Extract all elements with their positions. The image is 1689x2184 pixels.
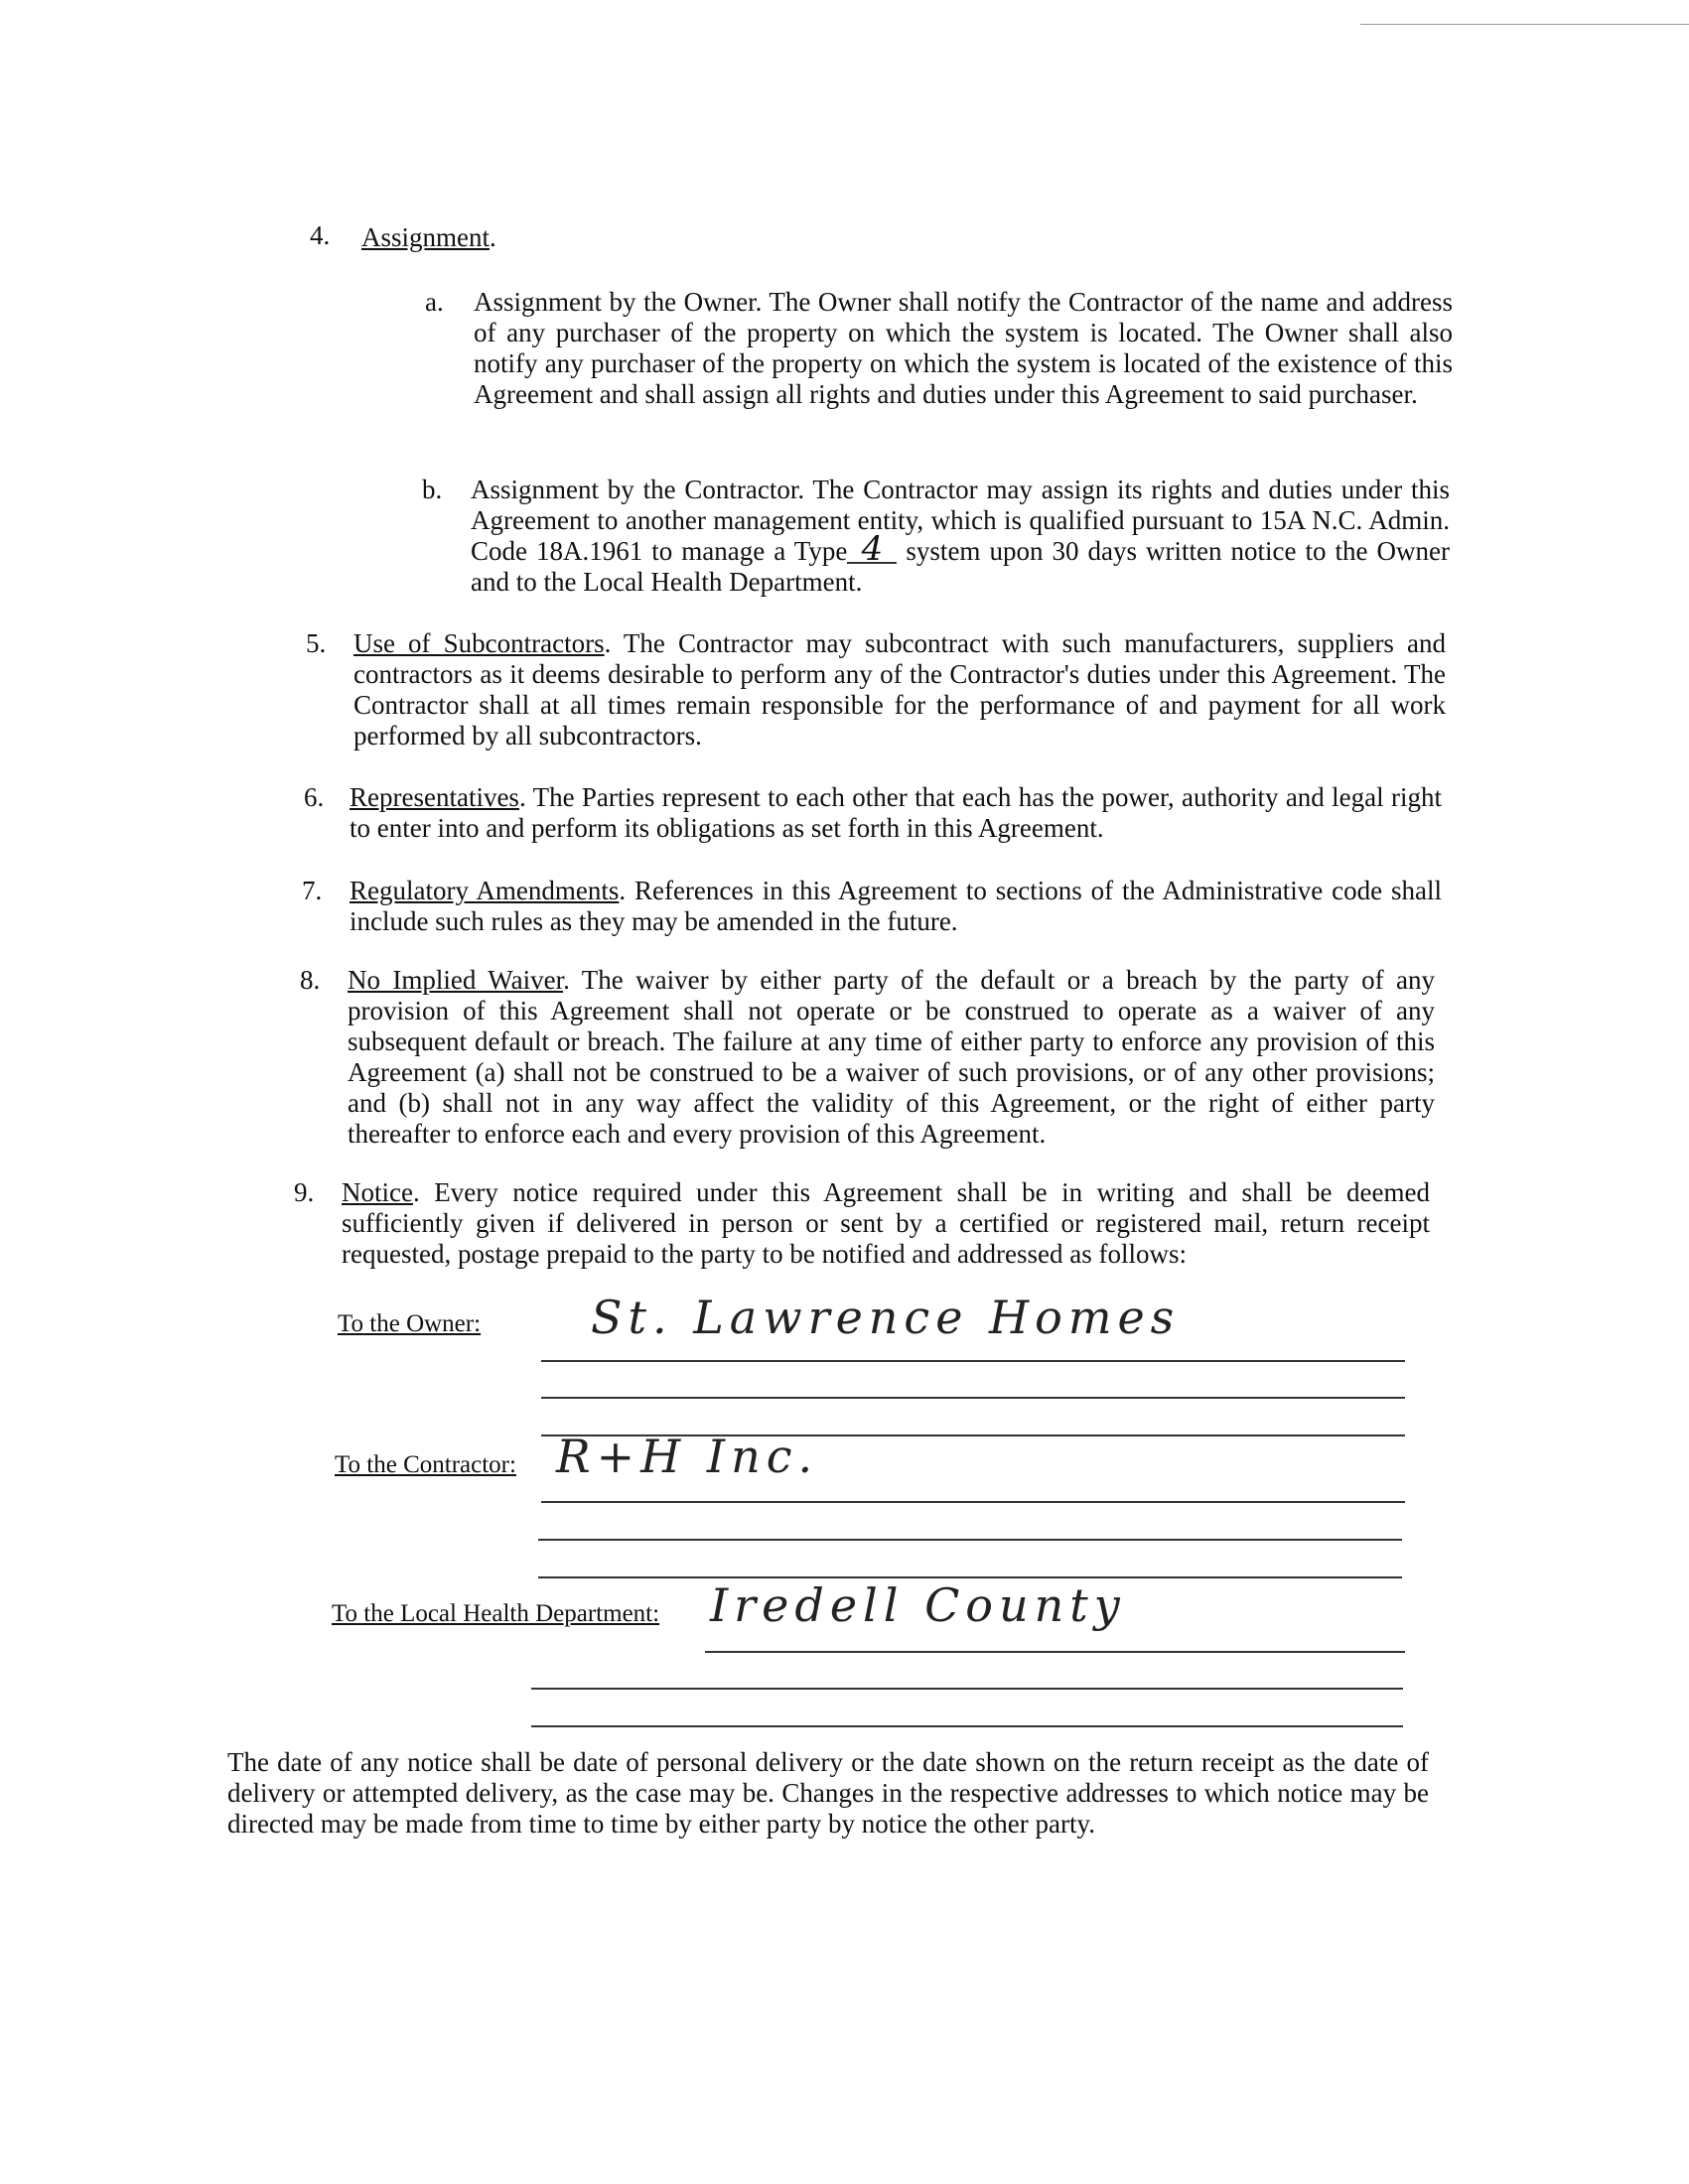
section-text: Representatives. The Parties represent to each other that each has the power, authority and legal right to enter into and perform its obligations as set forth in this Agreement. [350,782,1442,843]
subsection-b-text: Assignment by the Contractor. The Contractor may assign its rights and duties under this Agreement to another management entity, which is qualified pursuant to 15A N.C. Admin. Code 18A.1961 to manage a Type 4 system upon 30 days written notice to the Owner and to the Local Health Department. [471,475,1450,597]
address-line [541,1397,1405,1399]
section-number: 9. [294,1177,315,1207]
subsection-letter: b. [422,475,443,504]
contractor-label: To the Contractor: [335,1451,516,1478]
section-text: Notice. Every notice required under this Agreement shall be in writing and shall be deemed sufficiently given if delivered in person or sent by a certified or registered mail, return receipt requested, postage prepaid to the party to be notified and addressed as follows: [342,1177,1430,1269]
address-line [705,1651,1405,1653]
type-field-handwritten: 4 [847,536,897,564]
section-number: 8. [300,965,321,995]
address-line [531,1725,1403,1727]
address-line [538,1539,1402,1541]
address-line [541,1360,1405,1362]
closing-paragraph: The date of any notice shall be date of personal delivery or the date shown on the return receipt as the date of delivery or attempted delivery, as the case may be. Changes in the respective addresses to which notice may be directed may be made from time to time by either party by notice the other party. [227,1747,1429,1839]
address-line [531,1688,1403,1690]
section-number: 4. [310,220,331,250]
section-title: Assignment. [361,222,496,252]
health-dept-label: To the Local Health Department: [332,1600,660,1627]
section-text: Regulatory Amendments. References in this Agreement to sections of the Administrative code shall include such rules as they may be amended in the future. [350,876,1442,936]
subsection-a-text: Assignment by the Owner. The Owner shall notify the Contractor of the name and address of any purchaser of the property on which the system is located. The Owner shall also notify any purchaser of the property on which the system is located of the existence of this Agreement and shall assign all rights and duties under this Agreement to said purchaser. [474,287,1453,409]
owner-label: To the Owner: [338,1310,482,1337]
owner-handwritten: St. Lawrence Homes [591,1291,1181,1344]
health-dept-handwritten: Iredell County [710,1578,1126,1632]
section-number: 5. [306,628,327,658]
subsection-letter: a. [425,287,444,317]
contractor-handwritten: R+H Inc. [556,1430,819,1483]
section-number: 7. [302,876,323,905]
section-number: 6. [304,782,325,812]
scan-edge-line [1360,24,1689,25]
section-text: No Implied Waiver. The waiver by either party of the default or a breach by the party of any provision of this Agreement shall not operate or be construed to operate as a waiver of any subsequent default or breach. The failure at any time of either party to enforce any provision of this Agreement (a) shall not be construed to be a waiver of such provisions, or of any other provisions; and (b) shall not in any way affect the validity of this Agreement, or the right of either party thereafter to enforce each and every provision of this Agreement. [348,965,1435,1149]
section-text: Use of Subcontractors. The Contractor may subcontract with such manufacturers, suppliers and contractors as it deems desirable to perform any of the Contractor's duties under this Agreement. The Contractor shall at all times remain responsible for the performance of and payment for all work performed by all subcontractors. [353,628,1446,751]
address-line [541,1501,1405,1503]
